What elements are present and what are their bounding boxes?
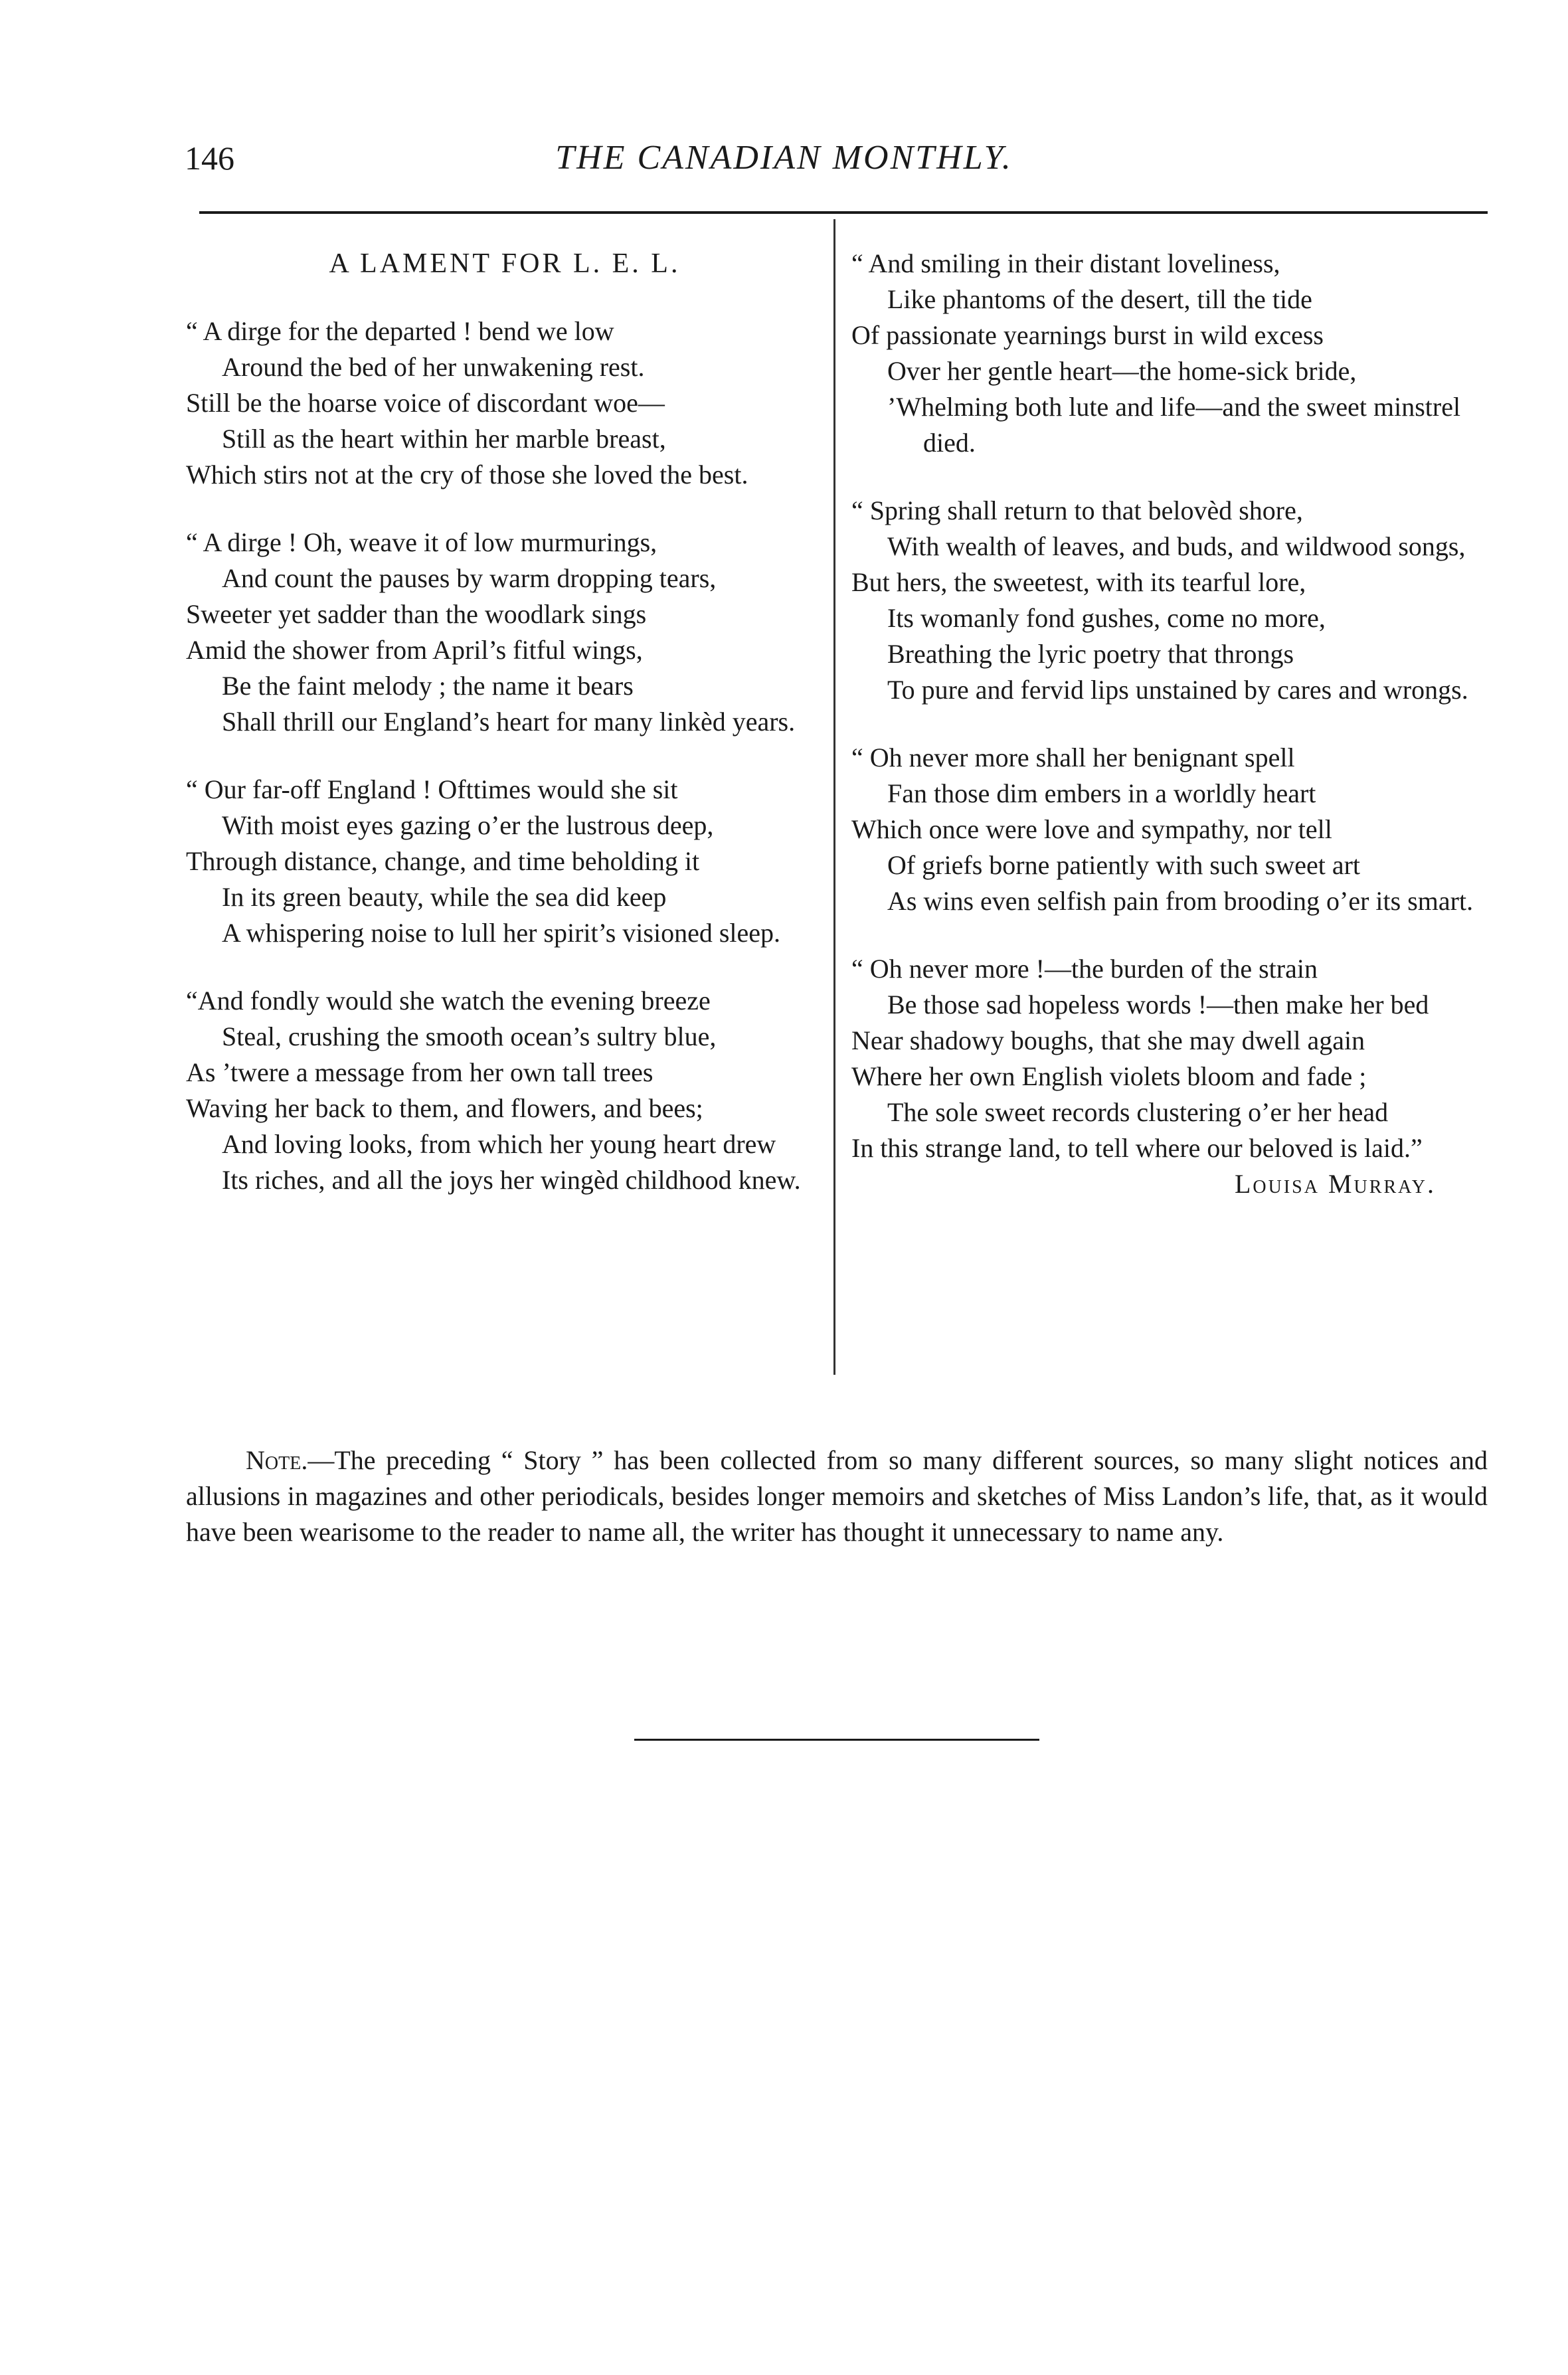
poem-line: Waving her back to them, and flowers, and bees; [186,1093,703,1123]
poem-line: With wealth of leaves, and buds, and wildwood songs, [887,531,1466,561]
poem-line: Of passionate yearnings burst in wild excess [851,320,1324,350]
poem-line: “ Oh never more !—the burden of the strain [851,954,1318,984]
poem-line: Shall thrill our England’s heart for many linkèd years. [222,707,796,737]
note-label: Note. [246,1445,308,1475]
poem-line: “ Spring shall return to that belovèd shore, [851,495,1303,525]
header-rule [199,211,1488,214]
column-divider [833,219,835,1375]
stanza [851,951,1489,1166]
author-signature: Louisa Murray. [1234,1169,1436,1199]
poem-line: Sweeter yet sadder than the woodlark sings [186,599,647,629]
stanza [851,493,1489,708]
stanza [851,740,1489,919]
editorial-note [186,1443,1488,1550]
poem-line: Still be the hoarse voice of discordant woe— [186,388,665,418]
poem-line: Steal, crushing the smooth ocean’s sultry blue, [222,1021,717,1051]
poem-line: Near shadowy boughs, that she may dwell again [851,1025,1365,1055]
poem-line: Its womanly fond gushes, come no more, [887,603,1326,633]
poem-line: Amid the shower from April’s fitful wings, [186,635,643,665]
poem-right-column [851,246,1489,1202]
note-text: —The preceding “ Story ” has been collected from so many different sources, so many slight notices and allusions in magazines and other periodicals, besides longer memoirs and sketches of Miss Landon’s life, that, as it would have been wearisome to the reader to name all, the writer has thought it unnecessary to name any. [186,1445,1488,1547]
poem-line: But hers, the sweetest, with its tearful lore, [851,567,1306,597]
poem-line: Its riches, and all the joys her wingèd childhood knew. [222,1165,801,1195]
stanza [186,525,824,740]
page-header [0,0,1568,219]
poem-line: Still as the heart within her marble breast, [222,424,666,454]
poem-line: In its green beauty, while the sea did keep [222,882,667,912]
poem-line: “ A dirge for the departed ! bend we low [186,316,614,346]
poem-left-column [186,246,824,1230]
stanza [186,983,824,1198]
poem-line: Breathing the lyric poetry that throngs [887,639,1294,669]
poem-line: Be those sad hopeless words !—then make her bed [887,990,1429,1019]
closing-rule [634,1739,1039,1741]
poem-line: Be the faint melody ; the name it bears [222,671,634,701]
poem-line: ’Whelming both lute and life—and the sweet minstrel died. [887,392,1461,458]
poem-line: Which once were love and sympathy, nor tell [851,814,1332,844]
stanza [186,313,824,493]
poem-title: A LAMENT FOR L. E. L. [329,248,681,279]
poem-line: “ Our far-off England ! Ofttimes would she sit [186,774,678,804]
poem-line: With moist eyes gazing o’er the lustrous deep, [222,810,714,840]
stanza [186,772,824,951]
poem-line: The sole sweet records clustering o’er her head [887,1097,1389,1127]
poem-line: And count the pauses by warm dropping tears, [222,563,717,593]
page-number: 146 [185,139,234,177]
poem-line: Which stirs not at the cry of those she loved the best. [186,460,748,489]
poem-line: In this strange land, to tell where our beloved is laid.” [851,1133,1423,1163]
poem-line: As ’twere a message from her own tall trees [186,1057,653,1087]
poem-line: Around the bed of her unwakening rest. [222,352,645,382]
stanza [851,246,1489,461]
poem-line: “And fondly would she watch the evening breeze [186,986,711,1015]
poem-line: “ A dirge ! Oh, weave it of low murmurings, [186,527,657,557]
poem-line: As wins even selfish pain from brooding o’er its smart. [887,886,1474,916]
running-title: THE CANADIAN MONTHLY. [555,139,1013,177]
poem-line: Over her gentle heart—the home-sick bride, [887,356,1357,386]
poem-line: Fan those dim embers in a worldly heart [887,778,1316,808]
poem-line: “ Oh never more shall her benignant spell [851,743,1295,772]
poem-line: “ And smiling in their distant loveliness, [851,248,1280,278]
poem-line: Where her own English violets bloom and fade ; [851,1061,1367,1091]
poem-line: Through distance, change, and time beholding it [186,846,700,876]
poem-line: Like phantoms of the desert, till the tide [887,284,1312,314]
poem-line: And loving looks, from which her young heart drew [222,1129,776,1159]
poem-line: A whispering noise to lull her spirit’s visioned sleep. [222,918,781,948]
poem-line: To pure and fervid lips unstained by cares and wrongs. [887,675,1468,705]
poem-line: Of griefs borne patiently with such sweet art [887,850,1361,880]
